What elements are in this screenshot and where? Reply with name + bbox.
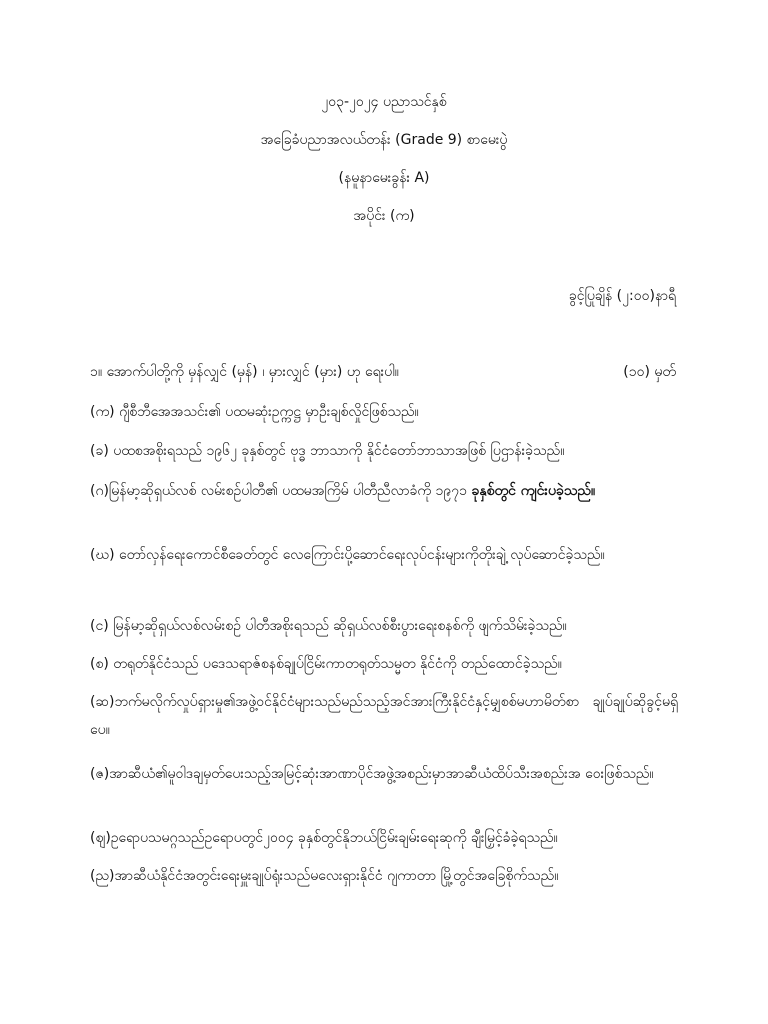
statement-ga-bold: ခုနှစ်တွင် ကျင်းပခဲ့သည်။: [471, 483, 596, 499]
statement-nga: (င) မြန်မာ့ဆိုရှယ်လစ်လမ်းစဉ် ပါတီအစိုးရသည် ဆိုရှယ်လစ်စီးပွားရေးစနစ်ကို ဖျက်သိမ်းခဲ့သည်။: [90, 618, 567, 634]
statement-hsa: (ဆ)ဘက်မလိုက်လှုပ်ရှားမှု၏အဖွဲ့ဝင်နိုင်ငံများသည်မည်သည့်အင်အားကြီးနိုင်ငံနှင့်မျှစစ်မဟာမိတ်စာ ချုပ်ချုပ်ဆိုခွင့်မရှိပေ။: [90, 694, 678, 738]
statement-za: (ဇ)အာဆီယံ၏မူဝါဒချမှတ်ပေးသည့်အမြင့်ဆုံးအာဏာပိုင်အဖွဲ့အစည်းမှာအာဆီယံထိပ်သီးအစည်းအ ဝေးဖြစ်သည်။: [90, 766, 654, 782]
sample-question-label: (နမူနာမေးခွန်း A): [338, 170, 430, 186]
statement-ga-text: (ဂ)မြန်မာ့ဆိုရှယ်လစ် လမ်းစဉ်ပါတီ၏ ပထမအကြိမ် ပါတီညီလာခံကို ၁၉၇၁: [90, 483, 468, 499]
statement-nya: (ည)အာဆီယံနိုင်ငံအတွင်းရေးမှူးချုပ်ရုံးသည်မလေးရှားနိုင်ငံ ဂျကာတာ မြို့တွင်အခြေစိုက်သည်။: [90, 868, 559, 884]
statement-kha: (ခ) ပထစအစိုးရသည် ၁၉၆၂ ခုနှစ်တွင် ဗုဒ္ဓ ဘာသာကို နိုင်ငံတော်ဘာသာအဖြစ် ပြဌာန်းခဲ့သည်။: [90, 443, 565, 459]
statement-sa: (စ) တရုတ်နိုင်ငံသည် ပဒေသရာဇ်စနစ်ချုပ်ငြိမ်းကာတရုတ်သမ္မတ နိုင်ငံကို တည်ထောင်ခဲ့သည်။: [90, 656, 562, 672]
question-marks: (၁၀) မှတ်: [623, 364, 676, 380]
statement-zha: (ဈ)ဥရောပသမဂ္ဂသည်ဥရောပတွင်၂၀၀၄ ခုနှစ်တွင်နိုဘယ်ငြိမ်းချမ်းရေးဆုကို ချီးမြှင့်ခံခဲ့ရသည်။: [90, 830, 558, 846]
statement-ka: (က) ဂျီစီဘီအေအသင်း၏ ပထမဆုံးဥက္ကဋ္ဌ မှာဦးချစ်လှိုင်ဖြစ်သည်။: [90, 404, 419, 420]
statement-ga: [90, 477, 678, 505]
time-allowed: ခွင့်ပြုချိန် (၂:၀၀)နာရီ: [568, 288, 676, 304]
part-label: အပိုင်း (က): [353, 208, 415, 224]
question-title: ၁။ အောက်ပါတို့ကို မှန်လျှင် (မှန်) ၊ မှားလျှင် (မှား) ဟု ရေးပါ။: [90, 364, 399, 380]
exam-title: အခြေခံပညာအလယ်တန်း (Grade 9) စာမေးပွဲ: [260, 132, 508, 148]
statement-gha: (ဃ) တော်လှန်ရေးကောင်စီခေတ်တွင် လေကြောင်းပို့ဆောင်ရေးလုပ်ငန်းများကိုတိုးချဲ့ လုပ်ဆောင်ခဲ့သည်။: [90, 547, 605, 563]
academic-year: ၂၀၃-၂၀၂၄ ပညာသင်နှစ်: [321, 94, 447, 110]
